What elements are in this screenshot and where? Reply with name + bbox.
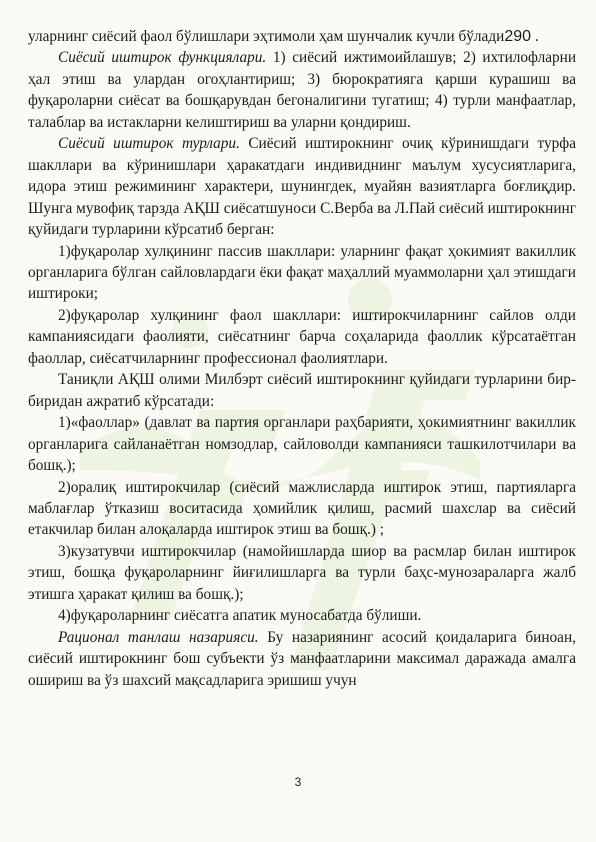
paragraph-text: 3)кузатувчи иштирокчилар (намойишларда шиор ва расмлар билан иштирок этиш, бошқа фуқароларнинг йиғилишларга ва турли баҳс-мунозараларга жалб этишга ҳаракат қилиш ва бошқ.); xyxy=(28,542,576,603)
paragraph-text: 2)оралиқ иштирокчилар (сиёсий мажлисларда иштирок этиш, партияларга маблағлар ўтказиш воситасида ҳомийлик қилиш, расмий шахслар ва сиёсий етакчилар билан алоқаларда иштирок этиш ва бошқ.) ; xyxy=(28,478,576,539)
section-heading: Сиёсий иштирок турлари. xyxy=(58,135,240,153)
paragraph-text: 2)фуқаролар хулқининг фаол шакллари: иштирокчиларнинг сайлов олди кампаниясидаги фаолияти, сиёсатнинг барча соҳаларида фаоллик кўрсатаётган фаоллар, сиёсатчиларнинг профессионал фаолиятлари. xyxy=(28,306,576,367)
paragraph-text: 4)фуқароларнинг сиёсатга апатик муносабатда бўлиши. xyxy=(58,607,422,625)
footnote-ref: 290 xyxy=(504,28,532,45)
paragraph xyxy=(28,241,576,305)
paragraph xyxy=(28,541,576,605)
body-text xyxy=(28,26,576,691)
paragraph xyxy=(28,369,576,412)
paragraph-text: уларнинг сиёсий фаол бўлишлари эҳтимоли ҳам шунчалик кучли бўлади xyxy=(28,28,505,45)
paragraph xyxy=(28,412,576,476)
paragraph-text: Таниқли АҚШ олими Милбэрт сиёсий иштирокнинг қуйидаги турларини бир-биридан ажратиб кўрсатади: xyxy=(28,371,576,410)
section-heading: Рационал танлаш назарияси. xyxy=(58,628,259,646)
paragraph-text: 1)«фаоллар» (давлат ва партия органлари раҳбарияти, ҳокимиятнинг вакиллик органларига сайланаётган номзодлар, сайловолди кампанияси ташкилотчилари ва бошқ.); xyxy=(28,414,576,475)
paragraph-text: 1)фуқаролар хулқининг пассив шакллари: уларнинг фақат ҳокимият вакиллик органларига бўлган сайловлардаги ёки фақат маҳаллий муаммоларни ҳал этишдаги иштироки; xyxy=(28,242,576,303)
paragraph-text: Сиёсий иштирокнинг очиқ кўринишдаги турфа шакллари ва кўринишлари ҳаракатдаги индивиднинг маълум хусусиятларига, идора этиш режимининг характери, шунингдек, муайян вазиятларга боғлиқдир. Шунга мувофиқ тарзда АҚШ сиёсатшуноси С.Верба ва Л.Пай сиёсий иштирокнинг қуйидаги турларини кўрсатиб берган: xyxy=(28,135,576,239)
paragraph-text: 1) сиёсий ижтимоийлашув; 2) ихтилофларни ҳал этиш ва улардан огоҳлантириш; 3) бюрократияга қарши курашиш ва фуқароларни сиёсат ва бошқарувдан бегоналигини тугатиш; 4) турли манфаатлар, талаблар ва истакларни келиштириш ва уларни қондириш. xyxy=(28,49,577,131)
paragraph xyxy=(28,305,576,369)
paragraph-text: Бу назариянинг асосий қоидаларига биноан, сиёсий иштирокнинг бош субъекти ўз манфаатларини максимал даражада амалга ошириш ва ўз шахсий мақсадларига эришиш учун xyxy=(28,628,576,689)
paragraph-text: . xyxy=(531,28,539,45)
page-number: 3 xyxy=(294,775,302,789)
paragraph xyxy=(28,605,576,626)
paragraph xyxy=(28,477,576,541)
section-heading: Сиёсий иштирок функциялари. xyxy=(58,49,267,67)
paragraph xyxy=(28,26,576,47)
paragraph xyxy=(28,47,576,133)
paragraph xyxy=(28,133,576,240)
paragraph xyxy=(28,627,576,691)
